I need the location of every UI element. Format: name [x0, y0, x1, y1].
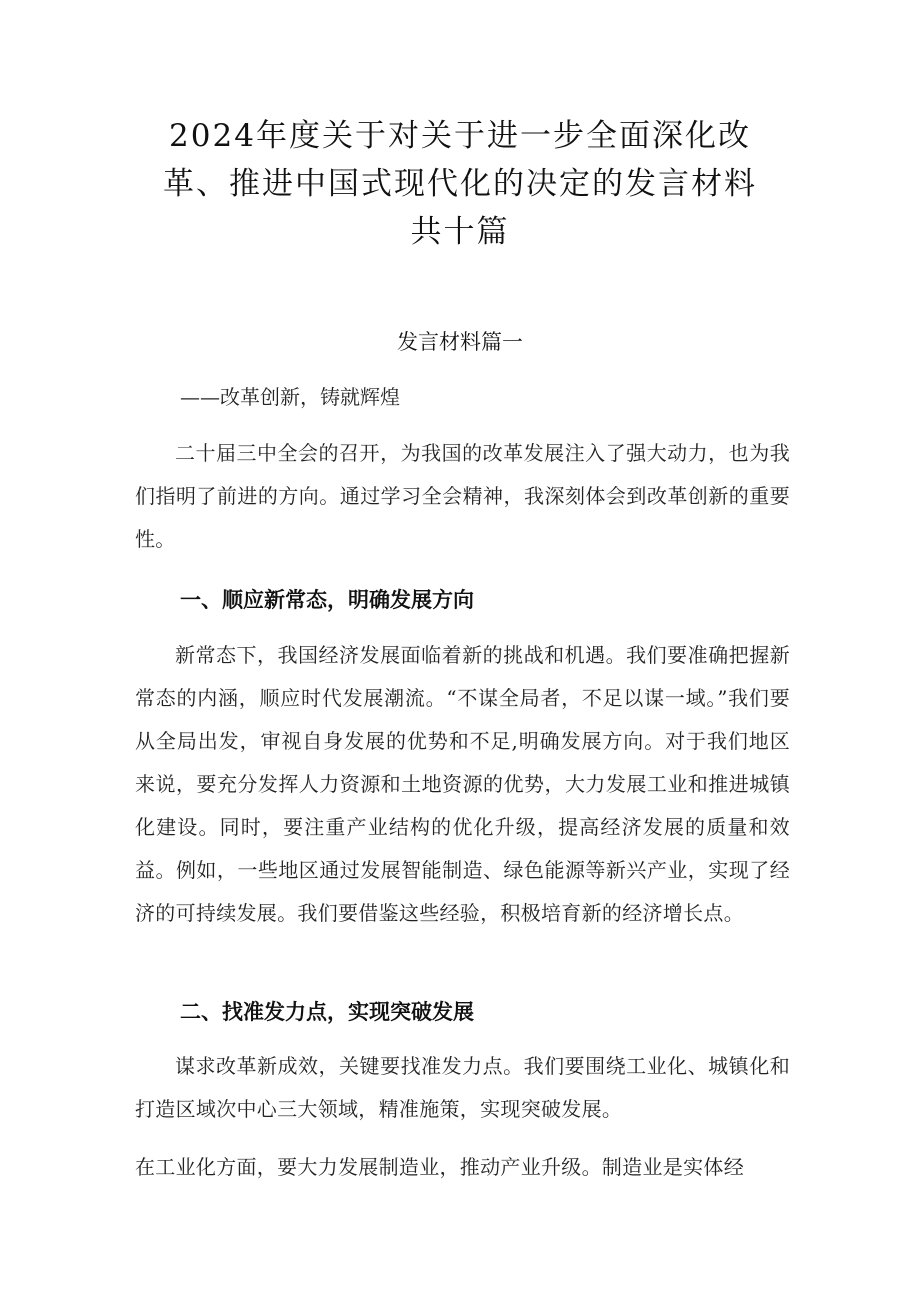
title-line: 革、推进中国式现代化的决定的发言材料	[163, 166, 757, 202]
body-paragraph: 在工业化方面，要大力发展制造业，推动产业升级。制造业是实体经	[135, 1155, 744, 1179]
title-line: 2024年度关于对关于进一步全面深化改	[169, 118, 751, 154]
body-paragraph: 谋求改革新成效，关键要找准发力点。我们要围绕工业化、城镇化和打造区域次中心三大领域，精准施策，实现突破发展。	[135, 1054, 790, 1121]
title-line: 共十篇	[410, 214, 510, 250]
section-heading: 二、找准发力点，实现突破发展	[180, 1000, 474, 1024]
section-title: 发言材料篇一	[397, 330, 523, 354]
section-heading: 一、顺应新常态，明确发展方向	[180, 588, 474, 612]
body-paragraph: 二十届三中全会的召开，为我国的改革发展注入了强大动力，也为我们指明了前进的方向。通过学习全会精神，我深刻体会到改革创新的重要性。	[135, 441, 790, 551]
section-subtitle: ——改革创新，铸就辉煌	[180, 385, 400, 409]
body-paragraph: 新常态下，我国经济发展面临着新的挑战和机遇。我们要准确把握新常态的内涵，顺应时代发展潮流。“不谋全局者，不足以谋一域。”我们要从全局出发，审视自身发展的优势和不足,明确发展方向。对于我们地区来说，要充分发挥人力资源和土地资源的优势，大力发展工业和推进城镇化建设。同时，要注重产业结构的优化升级，提高经济发展的质量和效益。例如，一些地区通过发展智能制造、绿色能源等新兴产业，实现了经济的可持续发展。我们要借鉴这些经验，积极培育新的经济增长点。	[135, 643, 790, 925]
document-title	[140, 112, 780, 256]
